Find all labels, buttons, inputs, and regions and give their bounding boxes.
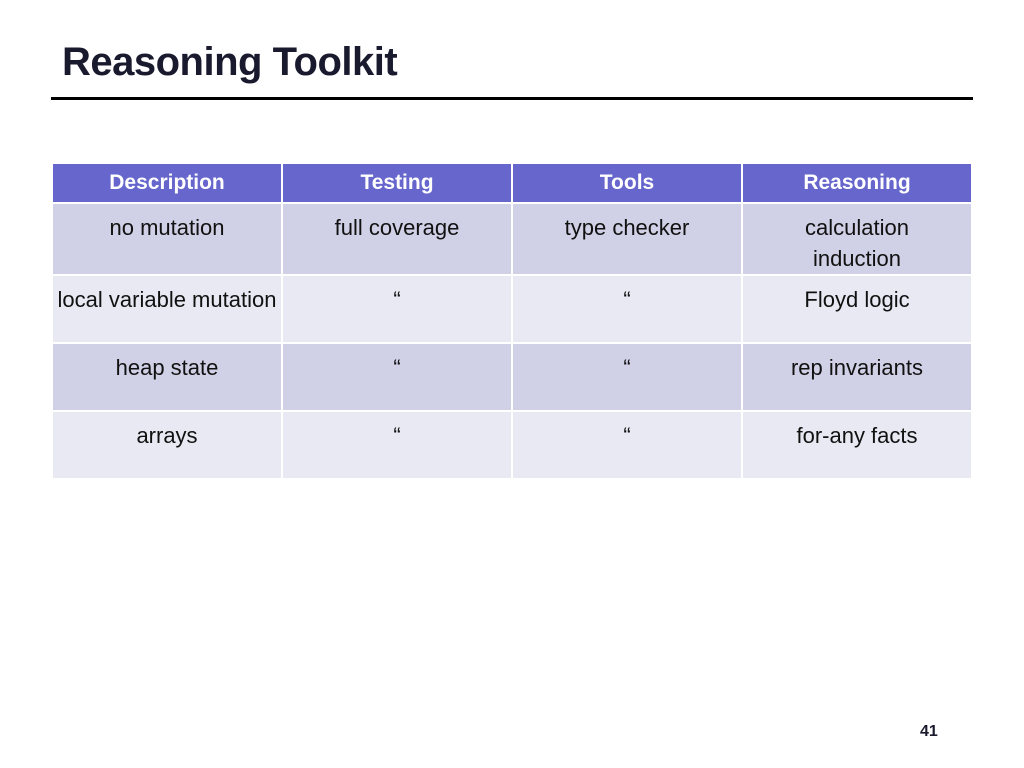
cell-testing: “ bbox=[282, 343, 512, 411]
reasoning-line: for-any facts bbox=[796, 423, 918, 448]
slide-title: Reasoning Toolkit bbox=[62, 40, 398, 84]
column-header-testing: Testing bbox=[282, 163, 512, 203]
cell-testing: “ bbox=[282, 411, 512, 479]
reasoning-line: Floyd logic bbox=[804, 287, 910, 312]
title-divider bbox=[51, 97, 973, 100]
reasoning-line: induction bbox=[812, 246, 902, 271]
cell-tools: “ bbox=[512, 411, 742, 479]
cell-description: arrays bbox=[52, 411, 282, 479]
cell-tools: type checker bbox=[512, 203, 742, 275]
reasoning-line: rep invariants bbox=[790, 355, 924, 380]
cell-description: no mutation bbox=[52, 203, 282, 275]
reasoning-toolkit-table bbox=[51, 162, 973, 480]
cell-tools: “ bbox=[512, 275, 742, 343]
cell-reasoning bbox=[742, 275, 972, 343]
cell-reasoning bbox=[742, 343, 972, 411]
column-header-reasoning: Reasoning bbox=[742, 163, 972, 203]
table-header-row bbox=[52, 163, 972, 203]
cell-testing: full coverage bbox=[282, 203, 512, 275]
cell-tools: “ bbox=[512, 343, 742, 411]
cell-testing: “ bbox=[282, 275, 512, 343]
table-row bbox=[52, 411, 972, 479]
cell-description: local variable mutation bbox=[52, 275, 282, 343]
page-number: 41 bbox=[920, 723, 938, 740]
table-row bbox=[52, 343, 972, 411]
cell-reasoning bbox=[742, 411, 972, 479]
column-header-tools: Tools bbox=[512, 163, 742, 203]
table-row bbox=[52, 275, 972, 343]
cell-reasoning bbox=[742, 203, 972, 275]
column-header-description: Description bbox=[52, 163, 282, 203]
cell-description: heap state bbox=[52, 343, 282, 411]
table-row bbox=[52, 203, 972, 275]
reasoning-line: calculation bbox=[805, 215, 909, 240]
